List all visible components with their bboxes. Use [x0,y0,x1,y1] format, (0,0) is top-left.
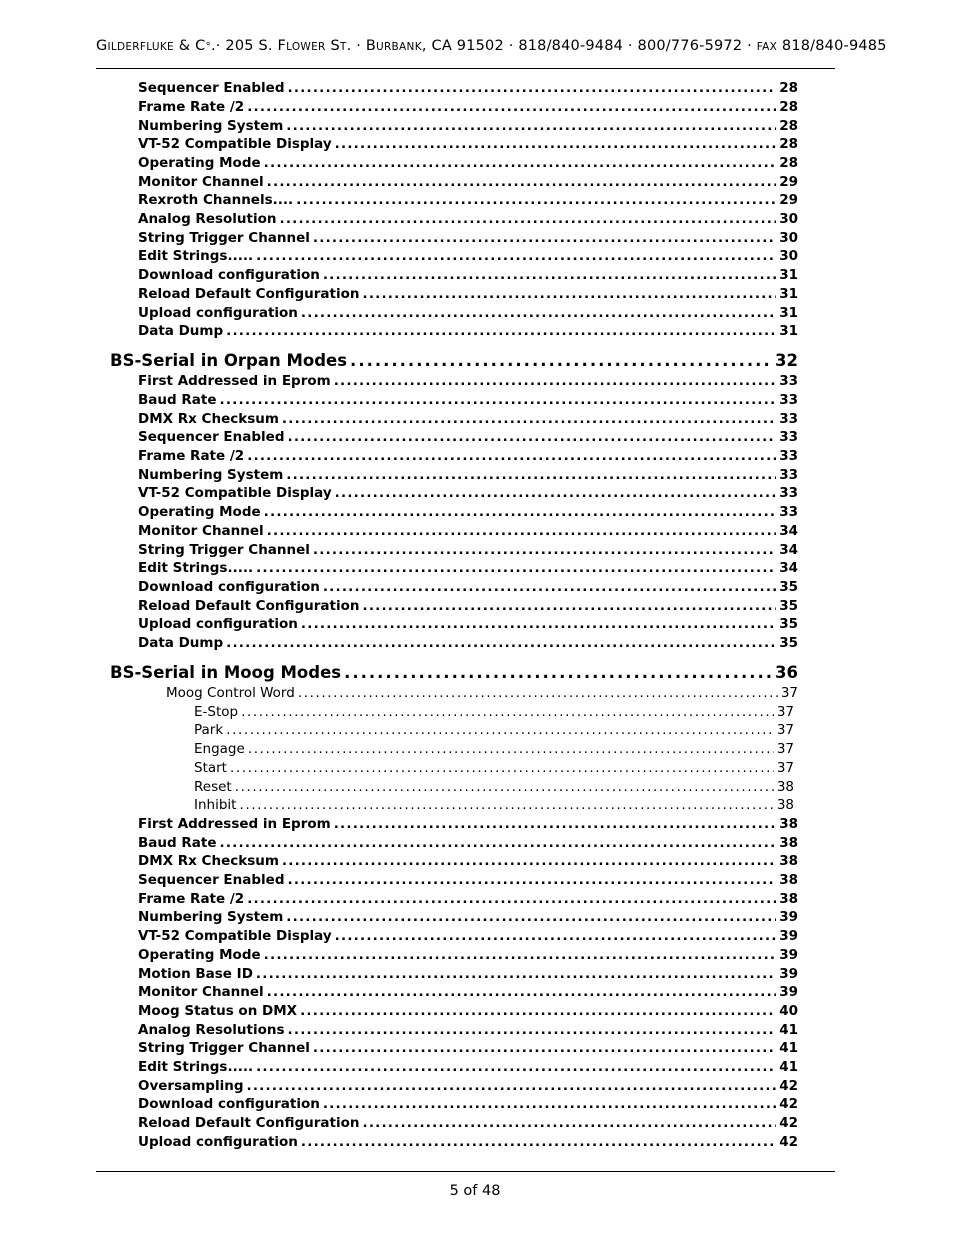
toc-entry-title: Rexroth Channels.... [138,192,294,208]
toc-dot-leader [350,351,772,370]
toc-entry-title: Start [194,760,227,776]
toc-entry[interactable] [138,1040,798,1059]
toc-entry-page: 39 [779,909,798,925]
toc-entry-title: Frame Rate /2 [138,891,245,907]
toc-entry[interactable] [138,1134,798,1153]
toc-entry-title: Engage [194,741,245,757]
toc-dot-leader [286,909,776,925]
toc-entry-page: 37 [776,741,794,757]
header-text-part: . · B [346,38,376,54]
toc-entry-title: Sequencer Enabled [138,872,285,888]
toc-entry[interactable] [138,429,798,448]
toc-entry-page: 35 [779,616,798,632]
toc-entry-title: Numbering System [138,118,284,134]
toc-dot-leader [267,523,777,539]
toc-entry-page: 28 [779,80,798,96]
toc-entry-page: 42 [779,1115,798,1131]
toc-entry-page: 33 [779,504,798,520]
toc-entry-title: VT-52 Compatible Display [138,928,332,944]
toc-entry-page: 37 [780,685,798,701]
toc-entry-page: 38 [779,835,798,851]
toc-dot-leader [282,411,776,427]
toc-dot-leader [220,392,777,408]
toc-entry-title: Upload configuration [138,1134,298,1150]
toc-dot-leader [256,248,776,264]
header-text-part: LOWER [286,41,326,53]
toc-dot-leader [226,635,776,651]
toc-entry[interactable] [138,136,798,155]
toc-entry-page: 42 [779,1078,798,1094]
toc-entry-title: Frame Rate /2 [138,448,245,464]
toc-entry-page: 31 [779,267,798,283]
toc-entry[interactable] [138,323,798,342]
toc-dot-leader [288,1022,777,1038]
toc-dot-leader [323,267,776,283]
toc-entry-title: Operating Mode [138,504,261,520]
header-text-part: FAX [756,41,778,53]
toc-entry-page: 28 [779,118,798,134]
toc-entry[interactable] [138,635,798,654]
toc-dot-leader [264,155,777,171]
toc-entry-title: Motion Base ID [138,966,253,982]
toc-entry-page: 30 [779,248,798,264]
toc-entry[interactable] [138,392,798,411]
toc-entry-page: 35 [779,579,798,595]
toc-entry-page: 39 [779,947,798,963]
toc-entry-title: Edit Strings..... [138,248,254,264]
toc-dot-leader [247,448,776,464]
toc-dot-leader [362,1115,776,1131]
toc-dot-leader [280,211,777,227]
toc-entry[interactable] [138,579,798,598]
toc-entry-page: 39 [779,984,798,1000]
header-text-part: URBANK [375,41,422,53]
toc-dot-leader [256,1059,776,1075]
toc-entry-title: BS-Serial in Orpan Modes [110,351,348,370]
toc-dot-leader [264,504,777,520]
toc-entry-page: 37 [776,704,794,720]
toc-entry[interactable] [138,966,798,985]
toc-dot-leader [298,685,778,701]
header-text-part: , CA 91502 · 818/840-9484 · 800/776-5972 · [421,38,757,54]
toc-entry-page: 37 [776,722,794,738]
toc-entry[interactable] [138,1115,798,1134]
toc-dot-leader [334,373,777,389]
toc-entry-title: First Addressed in Eprom [138,816,331,832]
toc-entry-title: Moog Status on DMX [138,1003,298,1019]
toc-entry[interactable] [138,411,798,430]
toc-dot-leader [247,1078,777,1094]
toc-dot-leader [313,542,776,558]
toc-dot-leader [313,230,776,246]
header-text-part: ILDERFLUKE [107,41,174,53]
toc-dot-leader [296,192,776,208]
toc-entry-title: Moog Control Word [166,685,295,701]
toc-entry-title: Baud Rate [138,835,217,851]
toc-entry[interactable] [138,1022,798,1041]
toc-entry[interactable] [194,797,794,816]
toc-entry-page: 38 [779,816,798,832]
toc-dot-leader [288,80,777,96]
toc-entry-title: Download configuration [138,579,320,595]
toc-entry[interactable] [138,1003,798,1022]
toc-entry-page: 39 [779,928,798,944]
toc-entry-title: First Addressed in Eprom [138,373,331,389]
toc-entry[interactable] [138,928,798,947]
toc-entry-title: Operating Mode [138,947,261,963]
toc-entry-title: Numbering System [138,467,284,483]
footer-rule [96,1171,835,1172]
toc-entry-page: 33 [779,429,798,445]
toc-dot-leader [313,1040,776,1056]
toc-dot-leader [256,560,776,576]
toc-entry-page: 29 [779,174,798,190]
header-text-part: .· 205 S. F [211,38,287,54]
toc-dot-leader [235,779,774,795]
toc-entry-title: Reload Default Configuration [138,598,360,614]
toc-dot-leader [301,305,776,321]
toc-dot-leader [241,704,774,720]
toc-dot-leader [335,485,777,501]
toc-entry-page: 41 [779,1059,798,1075]
toc-entry[interactable] [138,230,798,249]
toc-dot-leader [256,966,776,982]
page-number: 5 of 48 [449,1183,501,1199]
toc-entry-page: 28 [779,99,798,115]
toc-entry[interactable] [110,351,798,373]
toc-entry-page: 38 [776,779,794,795]
toc-entry[interactable] [194,760,794,779]
toc-entry-title: String Trigger Channel [138,230,310,246]
toc-entry-title: VT-52 Compatible Display [138,136,332,152]
header-text-part: & C [173,38,206,54]
toc-entry-title: Inhibit [194,797,237,813]
toc-entry-page: 33 [779,411,798,427]
toc-entry-title: Oversampling [138,1078,244,1094]
toc-entry[interactable] [138,373,798,392]
toc-dot-leader [286,467,776,483]
toc-dot-leader [226,323,776,339]
toc-dot-leader [247,99,776,115]
header-text-part: 818/840-9485 [777,38,887,54]
toc-dot-leader [301,1134,776,1150]
toc-entry-page: 41 [779,1022,798,1038]
toc-entry-page: 34 [779,560,798,576]
toc-entry[interactable] [138,192,798,211]
toc-entry[interactable] [138,909,798,928]
toc-entry-title: String Trigger Channel [138,542,310,558]
toc-entry-page: 38 [779,872,798,888]
toc-entry-page: 29 [779,192,798,208]
toc-dot-leader [323,1096,776,1112]
toc-entry-title: Operating Mode [138,155,261,171]
toc-entry-page: 36 [775,663,798,682]
toc-entry-title: Numbering System [138,909,284,925]
toc-entry-page: 31 [779,323,798,339]
toc-entry-page: 37 [776,760,794,776]
toc-entry[interactable] [138,118,798,137]
toc-dot-leader [282,853,776,869]
toc-entry-page: 33 [779,467,798,483]
toc-entry-title: E-Stop [194,704,239,720]
toc-entry[interactable] [138,853,798,872]
toc-entry-title: Reset [194,779,232,795]
toc-entry-title: Edit Strings..... [138,560,254,576]
header-text-part: G [96,38,108,54]
page-header [96,38,887,54]
toc-dot-leader [362,286,776,302]
toc-entry[interactable] [138,835,798,854]
toc-entry-title: Baud Rate [138,392,217,408]
toc-entry[interactable] [138,1059,798,1078]
toc-entry[interactable] [110,663,798,685]
toc-dot-leader [267,174,777,190]
toc-entry[interactable] [138,305,798,324]
toc-entry[interactable] [138,598,798,617]
toc-entry-title: Reload Default Configuration [138,286,360,302]
toc-dot-leader [323,579,776,595]
toc-entry-title: String Trigger Channel [138,1040,310,1056]
toc-dot-leader [286,118,776,134]
toc-entry-page: 41 [779,1040,798,1056]
toc-entry-page: 33 [779,392,798,408]
toc-entry[interactable] [138,872,798,891]
toc-entry[interactable] [194,704,794,723]
toc-dot-leader [334,816,777,832]
toc-dot-leader [264,947,777,963]
toc-entry[interactable] [138,174,798,193]
toc-dot-leader [226,722,774,738]
toc-entry-page: 40 [779,1003,798,1019]
header-text-part: S [325,38,340,54]
toc-dot-leader [220,835,777,851]
toc-entry-title: DMX Rx Checksum [138,411,279,427]
toc-entry-title: DMX Rx Checksum [138,853,279,869]
toc-entry[interactable] [138,891,798,910]
header-rule [96,68,835,69]
toc-entry-title: Upload configuration [138,305,298,321]
toc-entry[interactable] [138,504,798,523]
toc-entry-page: 39 [779,966,798,982]
toc-dot-leader [288,429,777,445]
toc-entry-title: Reload Default Configuration [138,1115,360,1131]
toc-dot-leader [362,598,776,614]
toc-entry[interactable] [166,685,798,704]
toc-entry-page: 42 [779,1096,798,1112]
toc-entry[interactable] [194,741,794,760]
header-text-part: T [339,41,347,53]
toc-entry-title: BS-Serial in Moog Modes [110,663,342,682]
toc-entry[interactable] [138,1096,798,1115]
toc-entry-title: VT-52 Compatible Display [138,485,332,501]
toc-entry-title: Upload configuration [138,616,298,632]
toc-entry-page: 35 [779,635,798,651]
toc-entry-page: 38 [779,853,798,869]
toc-entry[interactable] [138,560,798,579]
toc-entry-title: Edit Strings..... [138,1059,254,1075]
toc-entry-title: Monitor Channel [138,523,264,539]
toc-entry-title: Monitor Channel [138,984,264,1000]
toc-entry[interactable] [138,816,798,835]
toc-entry-page: 33 [779,373,798,389]
toc-entry-title: Data Dump [138,635,224,651]
toc-entry-title: Data Dump [138,323,224,339]
toc-entry[interactable] [138,984,798,1003]
toc-entry[interactable] [138,211,798,230]
toc-entry[interactable] [138,616,798,635]
toc-entry[interactable] [194,722,794,741]
toc-entry[interactable] [138,542,798,561]
toc-entry-page: 32 [775,351,798,370]
toc-dot-leader [230,760,774,776]
toc-entry-page: 34 [779,542,798,558]
toc-dot-leader [288,872,777,888]
toc-dot-leader [300,1003,776,1019]
toc-entry-page: 38 [779,891,798,907]
toc-entry[interactable] [138,467,798,486]
toc-entry[interactable] [138,485,798,504]
toc-entry[interactable] [138,448,798,467]
toc-entry-title: Sequencer Enabled [138,429,285,445]
toc-entry-page: 33 [779,485,798,501]
toc-entry-title: Download configuration [138,1096,320,1112]
toc-entry-title: Park [194,722,224,738]
toc-dot-leader [248,741,774,757]
toc-entry-page: 30 [779,230,798,246]
toc-entry-title: Analog Resolution [138,211,277,227]
toc-entry-title: Frame Rate /2 [138,99,245,115]
toc-dot-leader [239,797,773,813]
toc-entry-page: 28 [779,155,798,171]
toc-entry-page: 31 [779,305,798,321]
toc-entry-title: Sequencer Enabled [138,80,285,96]
toc-dot-leader [267,984,777,1000]
toc-entry[interactable] [138,248,798,267]
toc-entry[interactable] [138,947,798,966]
toc-entry-title: Analog Resolutions [138,1022,285,1038]
toc-dot-leader [301,616,776,632]
toc-entry-page: 33 [779,448,798,464]
toc-entry-page: 38 [776,797,794,813]
header-text-part: ° [205,41,211,53]
toc-entry-page: 28 [779,136,798,152]
toc-dot-leader [335,928,777,944]
toc-entry-page: 31 [779,286,798,302]
toc-entry[interactable] [138,80,798,99]
toc-entry-title: Download configuration [138,267,320,283]
toc-entry-page: 35 [779,598,798,614]
toc-dot-leader [344,663,772,682]
toc-entry-title: Monitor Channel [138,174,264,190]
toc-entry[interactable] [138,286,798,305]
toc-entry[interactable] [138,99,798,118]
toc-entry[interactable] [138,523,798,542]
toc-entry-page: 30 [779,211,798,227]
toc-entry[interactable] [138,267,798,286]
toc-entry[interactable] [138,155,798,174]
toc-dot-leader [247,891,776,907]
toc-entry-page: 34 [779,523,798,539]
toc-entry[interactable] [138,1078,798,1097]
toc-dot-leader [335,136,777,152]
toc-entry-page: 42 [779,1134,798,1150]
toc-entry[interactable] [194,779,794,798]
